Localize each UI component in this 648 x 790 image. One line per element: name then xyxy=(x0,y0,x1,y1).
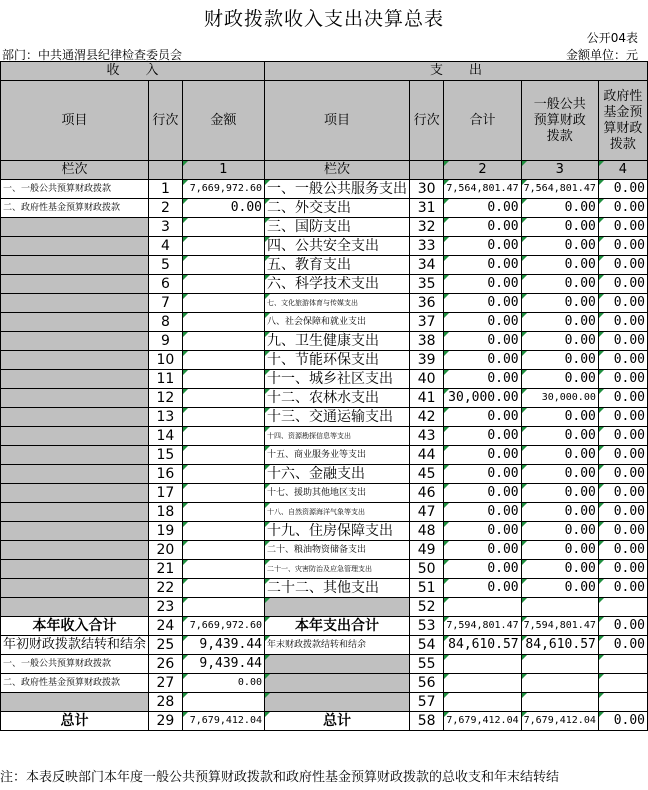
col-index-label-2: 栏次 xyxy=(265,161,410,180)
expense-gov-fund-cell: 0.00 xyxy=(598,389,647,408)
income-amount-cell xyxy=(182,370,264,389)
expense-general-budget-cell xyxy=(521,598,598,617)
report-title: 财政拨款收入支出决算总表 xyxy=(203,8,444,30)
income-row-number: 24 xyxy=(149,617,183,636)
header-expense-row-no: 行次 xyxy=(410,81,444,161)
income-amount-cell xyxy=(182,294,264,313)
expense-item-cell: 十二、农林水支出 xyxy=(265,389,410,408)
income-row-number: 17 xyxy=(149,484,183,503)
table-row xyxy=(1,408,648,427)
table-row xyxy=(1,446,648,465)
expense-general-budget-cell xyxy=(521,693,598,712)
income-row-number: 10 xyxy=(149,351,183,370)
header-gov-fund: 政府性基金预算财政拨款 xyxy=(598,81,647,161)
expense-general-budget-cell: 0.00 xyxy=(521,199,598,218)
income-row-number: 20 xyxy=(149,541,183,560)
expense-row-number: 58 xyxy=(410,712,444,731)
expense-general-budget-cell: 0.00 xyxy=(521,294,598,313)
expense-total-cell: 0.00 xyxy=(444,484,521,503)
col-index-general: 3 xyxy=(521,161,598,180)
expense-item-cell: 年末财政拨款结转和结余 xyxy=(265,636,410,655)
expense-total-cell: 0.00 xyxy=(444,579,521,598)
expense-general-budget-cell: 0.00 xyxy=(521,408,598,427)
expense-row-number: 53 xyxy=(410,617,444,636)
income-item-cell xyxy=(1,560,149,579)
expense-item-cell xyxy=(265,674,410,693)
expense-row-number: 31 xyxy=(410,199,444,218)
expense-row-number: 48 xyxy=(410,522,444,541)
expense-item-cell xyxy=(265,598,410,617)
income-row-number: 6 xyxy=(149,275,183,294)
income-section-header: 收 入 xyxy=(1,62,265,81)
expense-general-budget-cell: 0.00 xyxy=(521,427,598,446)
expense-total-cell: 0.00 xyxy=(444,199,521,218)
income-row-number: 2 xyxy=(149,199,183,218)
col-index-blank xyxy=(149,161,183,180)
income-row-number: 25 xyxy=(149,636,183,655)
table-row xyxy=(1,503,648,522)
header-expense-total: 合计 xyxy=(444,81,521,161)
expense-item-cell: 五、教育支出 xyxy=(265,256,410,275)
expense-gov-fund-cell xyxy=(598,693,647,712)
income-item-cell: 二、政府性基金预算财政拨款 xyxy=(1,674,149,693)
expense-row-number: 51 xyxy=(410,579,444,598)
table-row xyxy=(1,712,648,731)
col-index-fund: 4 xyxy=(598,161,647,180)
expense-row-number: 50 xyxy=(410,560,444,579)
table-row xyxy=(1,560,648,579)
expense-item-cell: 二十、粮油物资储备支出 xyxy=(265,541,410,560)
expense-general-budget-cell: 7,679,412.04 xyxy=(521,712,598,731)
expense-general-budget-cell: 0.00 xyxy=(521,579,598,598)
table-row xyxy=(1,275,648,294)
expense-item-cell: 八、社会保障和就业支出 xyxy=(265,313,410,332)
income-row-number: 7 xyxy=(149,294,183,313)
expense-total-cell: 0.00 xyxy=(444,275,521,294)
income-row-number: 18 xyxy=(149,503,183,522)
income-item-cell: 本年收入合计 xyxy=(1,617,149,636)
income-item-cell xyxy=(1,427,149,446)
income-item-cell xyxy=(1,332,149,351)
income-item-cell xyxy=(1,465,149,484)
income-row-number: 16 xyxy=(149,465,183,484)
income-amount-cell xyxy=(182,484,264,503)
expense-gov-fund-cell: 0.00 xyxy=(598,275,647,294)
income-item-cell xyxy=(1,503,149,522)
income-row-number: 27 xyxy=(149,674,183,693)
header-income-amount: 金额 xyxy=(182,81,264,161)
expense-general-budget-cell: 0.00 xyxy=(521,446,598,465)
expense-gov-fund-cell: 0.00 xyxy=(598,408,647,427)
expense-item-cell: 二十二、其他支出 xyxy=(265,579,410,598)
income-amount-cell xyxy=(182,256,264,275)
expense-total-cell xyxy=(444,655,521,674)
income-amount-cell xyxy=(182,389,264,408)
income-item-cell xyxy=(1,275,149,294)
income-row-number: 3 xyxy=(149,218,183,237)
expense-row-number: 46 xyxy=(410,484,444,503)
expense-total-cell: 0.00 xyxy=(444,522,521,541)
expense-gov-fund-cell: 0.00 xyxy=(598,199,647,218)
expense-row-number: 30 xyxy=(410,180,444,199)
income-amount-cell xyxy=(182,408,264,427)
income-row-number: 26 xyxy=(149,655,183,674)
income-amount-cell: 0.00 xyxy=(182,199,264,218)
income-item-cell xyxy=(1,313,149,332)
income-item-cell: 一、一般公共预算财政拨款 xyxy=(1,180,149,199)
income-amount-cell xyxy=(182,522,264,541)
income-amount-cell xyxy=(182,560,264,579)
income-row-number: 13 xyxy=(149,408,183,427)
expense-total-cell: 0.00 xyxy=(444,313,521,332)
income-item-cell: 一、一般公共预算财政拨款 xyxy=(1,655,149,674)
expense-row-number: 42 xyxy=(410,408,444,427)
expense-row-number: 47 xyxy=(410,503,444,522)
expense-row-number: 43 xyxy=(410,427,444,446)
expense-total-cell: 0.00 xyxy=(444,218,521,237)
expense-general-budget-cell xyxy=(521,655,598,674)
expense-general-budget-cell: 0.00 xyxy=(521,465,598,484)
expense-general-budget-cell: 0.00 xyxy=(521,503,598,522)
income-row-number: 23 xyxy=(149,598,183,617)
income-row-number: 12 xyxy=(149,389,183,408)
expense-gov-fund-cell: 0.00 xyxy=(598,256,647,275)
expense-item-cell: 二十一、灾害防治及应急管理支出 xyxy=(265,560,410,579)
table-row xyxy=(1,180,648,199)
expense-row-number: 34 xyxy=(410,256,444,275)
expense-row-number: 56 xyxy=(410,674,444,693)
expense-total-cell: 30,000.00 xyxy=(444,389,521,408)
expense-gov-fund-cell: 0.00 xyxy=(598,313,647,332)
header-general-budget: 一般公共预算财政拨款 xyxy=(521,81,598,161)
table-row xyxy=(1,484,648,503)
income-item-cell xyxy=(1,484,149,503)
income-item-cell xyxy=(1,351,149,370)
expense-total-cell: 7,564,801.47 xyxy=(444,180,521,199)
expense-total-cell: 7,594,801.47 xyxy=(444,617,521,636)
table-row xyxy=(1,218,648,237)
income-amount-cell xyxy=(182,332,264,351)
expense-general-budget-cell: 0.00 xyxy=(521,332,598,351)
expense-item-cell: 十、节能环保支出 xyxy=(265,351,410,370)
col-index-blank-2 xyxy=(410,161,444,180)
income-item-cell xyxy=(1,541,149,560)
income-amount-cell xyxy=(182,275,264,294)
income-row-number: 1 xyxy=(149,180,183,199)
header-expense-item: 项目 xyxy=(265,81,410,161)
expense-gov-fund-cell: 0.00 xyxy=(598,579,647,598)
expense-total-cell xyxy=(444,693,521,712)
expense-total-cell xyxy=(444,598,521,617)
table-row xyxy=(1,256,648,275)
income-row-number: 11 xyxy=(149,370,183,389)
income-item-cell xyxy=(1,237,149,256)
income-amount-cell xyxy=(182,237,264,256)
expense-row-number: 36 xyxy=(410,294,444,313)
income-amount-cell xyxy=(182,598,264,617)
table-row xyxy=(1,598,648,617)
expense-total-cell: 0.00 xyxy=(444,541,521,560)
income-item-cell xyxy=(1,693,149,712)
table-row xyxy=(1,389,648,408)
expense-item-cell: 十四、资源勘探信息等支出 xyxy=(265,427,410,446)
income-amount-cell xyxy=(182,351,264,370)
income-amount-cell: 9,439.44 xyxy=(182,636,264,655)
expense-gov-fund-cell: 0.00 xyxy=(598,541,647,560)
expense-item-cell: 十八、自然资源海洋气象等支出 xyxy=(265,503,410,522)
income-item-cell xyxy=(1,256,149,275)
income-amount-cell xyxy=(182,693,264,712)
table-row xyxy=(1,370,648,389)
income-amount-cell xyxy=(182,218,264,237)
expense-gov-fund-cell: 0.00 xyxy=(598,427,647,446)
expense-row-number: 40 xyxy=(410,370,444,389)
form-number: 公开04表 xyxy=(586,31,638,45)
expense-row-number: 49 xyxy=(410,541,444,560)
expense-general-budget-cell: 0.00 xyxy=(521,275,598,294)
income-amount-cell: 9,439.44 xyxy=(182,655,264,674)
expense-gov-fund-cell: 0.00 xyxy=(598,484,647,503)
header-income-row-no: 行次 xyxy=(149,81,183,161)
expense-item-cell xyxy=(265,693,410,712)
table-row xyxy=(1,579,648,598)
income-amount-cell: 7,669,972.60 xyxy=(182,617,264,636)
expense-item-cell: 九、卫生健康支出 xyxy=(265,332,410,351)
col-index-label: 栏次 xyxy=(1,161,149,180)
expense-total-cell: 0.00 xyxy=(444,294,521,313)
table-row xyxy=(1,294,648,313)
income-item-cell: 年初财政拨款结转和结余 xyxy=(1,636,149,655)
expense-row-number: 57 xyxy=(410,693,444,712)
expense-item-cell: 十七、援助其他地区支出 xyxy=(265,484,410,503)
income-amount-cell xyxy=(182,446,264,465)
expense-gov-fund-cell: 0.00 xyxy=(598,522,647,541)
expense-item-cell: 十五、商业服务业等支出 xyxy=(265,446,410,465)
expense-general-budget-cell: 0.00 xyxy=(521,560,598,579)
expense-total-cell: 0.00 xyxy=(444,256,521,275)
expense-general-budget-cell: 0.00 xyxy=(521,522,598,541)
table-row xyxy=(1,237,648,256)
expense-row-number: 45 xyxy=(410,465,444,484)
expense-general-budget-cell: 7,564,801.47 xyxy=(521,180,598,199)
expense-gov-fund-cell: 0.00 xyxy=(598,712,647,731)
footnote: 注：本表反映部门本年度一般公共预算财政拨款和政府性基金预算财政拨款的总收支和年末结转结 xyxy=(0,770,560,785)
income-row-number: 28 xyxy=(149,693,183,712)
table-row xyxy=(1,199,648,218)
expense-item-cell: 二、外交支出 xyxy=(265,199,410,218)
expense-gov-fund-cell: 0.00 xyxy=(598,560,647,579)
expense-gov-fund-cell: 0.00 xyxy=(598,370,647,389)
header-income-item: 项目 xyxy=(1,81,149,161)
expense-item-cell: 七、文化旅游体育与传媒支出 xyxy=(265,294,410,313)
expense-item-cell: 三、国防支出 xyxy=(265,218,410,237)
expense-general-budget-cell: 0.00 xyxy=(521,256,598,275)
expense-row-number: 55 xyxy=(410,655,444,674)
expense-gov-fund-cell: 0.00 xyxy=(598,617,647,636)
expense-general-budget-cell xyxy=(521,674,598,693)
expense-item-cell: 一、一般公共服务支出 xyxy=(265,180,410,199)
expense-total-cell: 84,610.57 xyxy=(444,636,521,655)
expense-item-cell: 总计 xyxy=(265,712,410,731)
table-row xyxy=(1,332,648,351)
table-row xyxy=(1,693,648,712)
expense-gov-fund-cell: 0.00 xyxy=(598,332,647,351)
expense-section-header: 支 出 xyxy=(265,62,648,81)
expense-total-cell: 0.00 xyxy=(444,465,521,484)
expense-row-number: 52 xyxy=(410,598,444,617)
expense-gov-fund-cell: 0.00 xyxy=(598,294,647,313)
amount-unit-label: 金额单位：元 xyxy=(565,48,638,62)
income-amount-cell xyxy=(182,427,264,446)
expense-general-budget-cell: 0.00 xyxy=(521,370,598,389)
income-amount-cell: 7,679,412.04 xyxy=(182,712,264,731)
expense-gov-fund-cell: 0.00 xyxy=(598,351,647,370)
expense-row-number: 41 xyxy=(410,389,444,408)
income-item-cell xyxy=(1,389,149,408)
expense-gov-fund-cell: 0.00 xyxy=(598,465,647,484)
department-label: 部门：中共通渭县纪律检查委员会 xyxy=(2,48,183,62)
income-item-cell xyxy=(1,522,149,541)
expense-total-cell: 0.00 xyxy=(444,503,521,522)
expense-row-number: 44 xyxy=(410,446,444,465)
expense-item-cell: 十九、住房保障支出 xyxy=(265,522,410,541)
expense-item-cell: 十三、交通运输支出 xyxy=(265,408,410,427)
income-item-cell: 总计 xyxy=(1,712,149,731)
income-item-cell xyxy=(1,579,149,598)
table-row xyxy=(1,313,648,332)
expense-gov-fund-cell: 0.00 xyxy=(598,237,647,256)
expense-gov-fund-cell: 0.00 xyxy=(598,446,647,465)
income-amount-cell xyxy=(182,541,264,560)
expense-total-cell: 7,679,412.04 xyxy=(444,712,521,731)
expense-item-cell xyxy=(265,655,410,674)
income-row-number: 21 xyxy=(149,560,183,579)
expense-general-budget-cell: 7,594,801.47 xyxy=(521,617,598,636)
expense-general-budget-cell: 84,610.57 xyxy=(521,636,598,655)
income-row-number: 8 xyxy=(149,313,183,332)
income-item-cell xyxy=(1,370,149,389)
expense-total-cell xyxy=(444,674,521,693)
income-row-number: 19 xyxy=(149,522,183,541)
table-row xyxy=(1,541,648,560)
expense-row-number: 38 xyxy=(410,332,444,351)
expense-gov-fund-cell: 0.00 xyxy=(598,218,647,237)
expense-total-cell: 0.00 xyxy=(444,370,521,389)
expense-row-number: 37 xyxy=(410,313,444,332)
expense-row-number: 35 xyxy=(410,275,444,294)
income-row-number: 5 xyxy=(149,256,183,275)
expense-general-budget-cell: 0.00 xyxy=(521,218,598,237)
expense-item-cell: 十一、城乡社区支出 xyxy=(265,370,410,389)
expense-gov-fund-cell xyxy=(598,655,647,674)
table-row xyxy=(1,655,648,674)
income-item-cell xyxy=(1,218,149,237)
expense-total-cell: 0.00 xyxy=(444,237,521,256)
expense-row-number: 33 xyxy=(410,237,444,256)
expense-general-budget-cell: 0.00 xyxy=(521,237,598,256)
expense-general-budget-cell: 0.00 xyxy=(521,313,598,332)
income-row-number: 14 xyxy=(149,427,183,446)
table-row xyxy=(1,427,648,446)
col-index-amount: 1 xyxy=(182,161,264,180)
income-row-number: 15 xyxy=(149,446,183,465)
expense-gov-fund-cell: 0.00 xyxy=(598,180,647,199)
expense-total-cell: 0.00 xyxy=(444,351,521,370)
income-amount-cell xyxy=(182,313,264,332)
expense-row-number: 32 xyxy=(410,218,444,237)
expense-item-cell: 本年支出合计 xyxy=(265,617,410,636)
income-item-cell xyxy=(1,598,149,617)
income-amount-cell: 7,669,972.60 xyxy=(182,180,264,199)
expense-gov-fund-cell: 0.00 xyxy=(598,636,647,655)
expense-total-cell: 0.00 xyxy=(444,560,521,579)
income-row-number: 4 xyxy=(149,237,183,256)
expense-item-cell: 十六、金融支出 xyxy=(265,465,410,484)
income-row-number: 22 xyxy=(149,579,183,598)
expense-total-cell: 0.00 xyxy=(444,408,521,427)
expense-general-budget-cell: 30,000.00 xyxy=(521,389,598,408)
expense-total-cell: 0.00 xyxy=(444,446,521,465)
expense-total-cell: 0.00 xyxy=(444,332,521,351)
expense-general-budget-cell: 0.00 xyxy=(521,484,598,503)
income-amount-cell: 0.00 xyxy=(182,674,264,693)
income-amount-cell xyxy=(182,465,264,484)
income-amount-cell xyxy=(182,579,264,598)
table-row xyxy=(1,465,648,484)
table-row xyxy=(1,636,648,655)
col-index-total: 2 xyxy=(444,161,521,180)
expense-row-number: 39 xyxy=(410,351,444,370)
table-row xyxy=(1,522,648,541)
income-item-cell: 二、政府性基金预算财政拨款 xyxy=(1,199,149,218)
expense-item-cell: 四、公共安全支出 xyxy=(265,237,410,256)
expense-gov-fund-cell: 0.00 xyxy=(598,503,647,522)
expense-total-cell: 0.00 xyxy=(444,427,521,446)
income-amount-cell xyxy=(182,503,264,522)
income-item-cell xyxy=(1,408,149,427)
expense-gov-fund-cell xyxy=(598,674,647,693)
income-row-number: 9 xyxy=(149,332,183,351)
expense-general-budget-cell: 0.00 xyxy=(521,351,598,370)
expense-item-cell: 六、科学技术支出 xyxy=(265,275,410,294)
expense-row-number: 54 xyxy=(410,636,444,655)
income-item-cell xyxy=(1,294,149,313)
table-row xyxy=(1,351,648,370)
expense-gov-fund-cell xyxy=(598,598,647,617)
income-row-number: 29 xyxy=(149,712,183,731)
table-row xyxy=(1,617,648,636)
expense-general-budget-cell: 0.00 xyxy=(521,541,598,560)
income-item-cell xyxy=(1,446,149,465)
budget-summary-table xyxy=(0,61,648,731)
table-row xyxy=(1,674,648,693)
